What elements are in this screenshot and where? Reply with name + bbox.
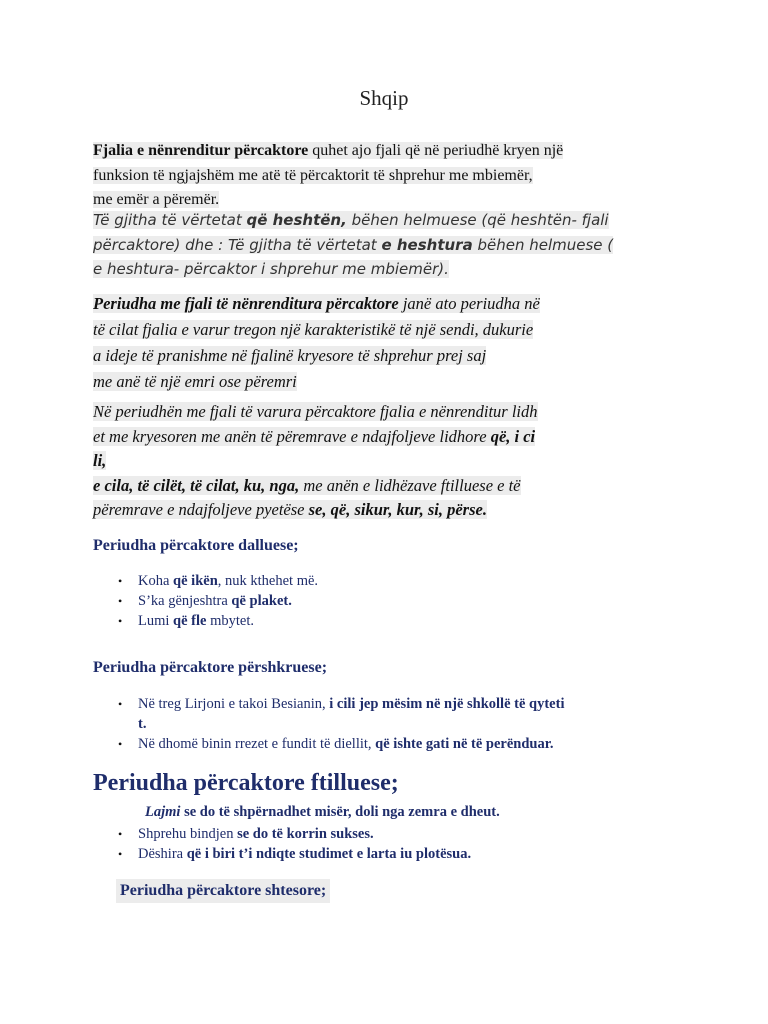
list-item: • Dëshira që i biri t’i ndiqte studimet e larta iu plotësua.	[118, 844, 471, 864]
list-dalluese	[118, 571, 318, 631]
list-item: • Në dhomë binin rrezet e fundit të diellit, që ishte gati në të perënduar.	[118, 734, 678, 754]
list-item: • Në treg Lirjoni e takoi Besianin, i cili jep mësim në një shkollë të qyteti t.	[118, 694, 678, 734]
list-item: • Shprehu bindjen se do të korrin sukses.	[118, 824, 471, 844]
list-pershkruese	[118, 694, 678, 754]
list-ftilluese	[118, 824, 471, 864]
list-item: • S’ka gënjeshtra që plaket.	[118, 591, 318, 611]
paragraph-lidhore: Në periudhën me fjali të varura përcaktore fjalia e nënrenditur lidh et me kryesoren me anën të përemrave e ndajfoljeve lidhore që, i ci li, e cila, të cilët, të cilat, ku, nga, me anën e lidhëzave ftilluese e të përemrave e ndajfoljeve pyetëse se, që, sikur, kur, si, përse.	[93, 402, 538, 519]
list-item: • Lumi që fle mbytet.	[118, 611, 318, 631]
example-lead: Lajmi se do të shpërnadhet misër, doli nga zemra e dheut.	[145, 804, 500, 820]
section-heading-pershkruese: Periudha përcaktore përshkruese;	[93, 659, 328, 676]
section-heading-shtesore: Periudha përcaktore shtesore;	[116, 879, 330, 903]
paragraph-example: Të gjitha të vërtetat që heshtën, bëhen helmuese (që heshtën- fjali përcaktore) dhe : Të gjitha të vërtetat e heshtura bëhen helmuese ( e heshtura- përcaktor i shprehur me mbiemër).	[93, 211, 614, 278]
term-bold: Fjalia e nënrenditur përcaktore	[93, 142, 309, 159]
paragraph-periudha: Periudha me fjali të nënrenditura përcaktore janë ato periudha në të cilat fjalia e varur tregon një karakteristikë të një sendi, dukurie a ideje të pranishme në fjalinë kryesore të shprehur prej saj me anë të një emri ose përemri	[93, 294, 540, 391]
paragraph-definition: Fjalia e nënrenditur përcaktore quhet ajo fjali që në periudhë kryen një funksion të ngjajshëm me atë të përcaktorit të shprehur me mbiemër, me emër a përemër.	[93, 142, 564, 208]
section-heading-dalluese: Periudha përcaktore dalluese;	[93, 537, 299, 554]
list-item: • Koha që ikën, nuk kthehet më.	[118, 571, 318, 591]
section-heading-ftilluese: Periudha përcaktore ftilluese;	[93, 770, 399, 796]
page-title: Shqip	[359, 86, 409, 110]
